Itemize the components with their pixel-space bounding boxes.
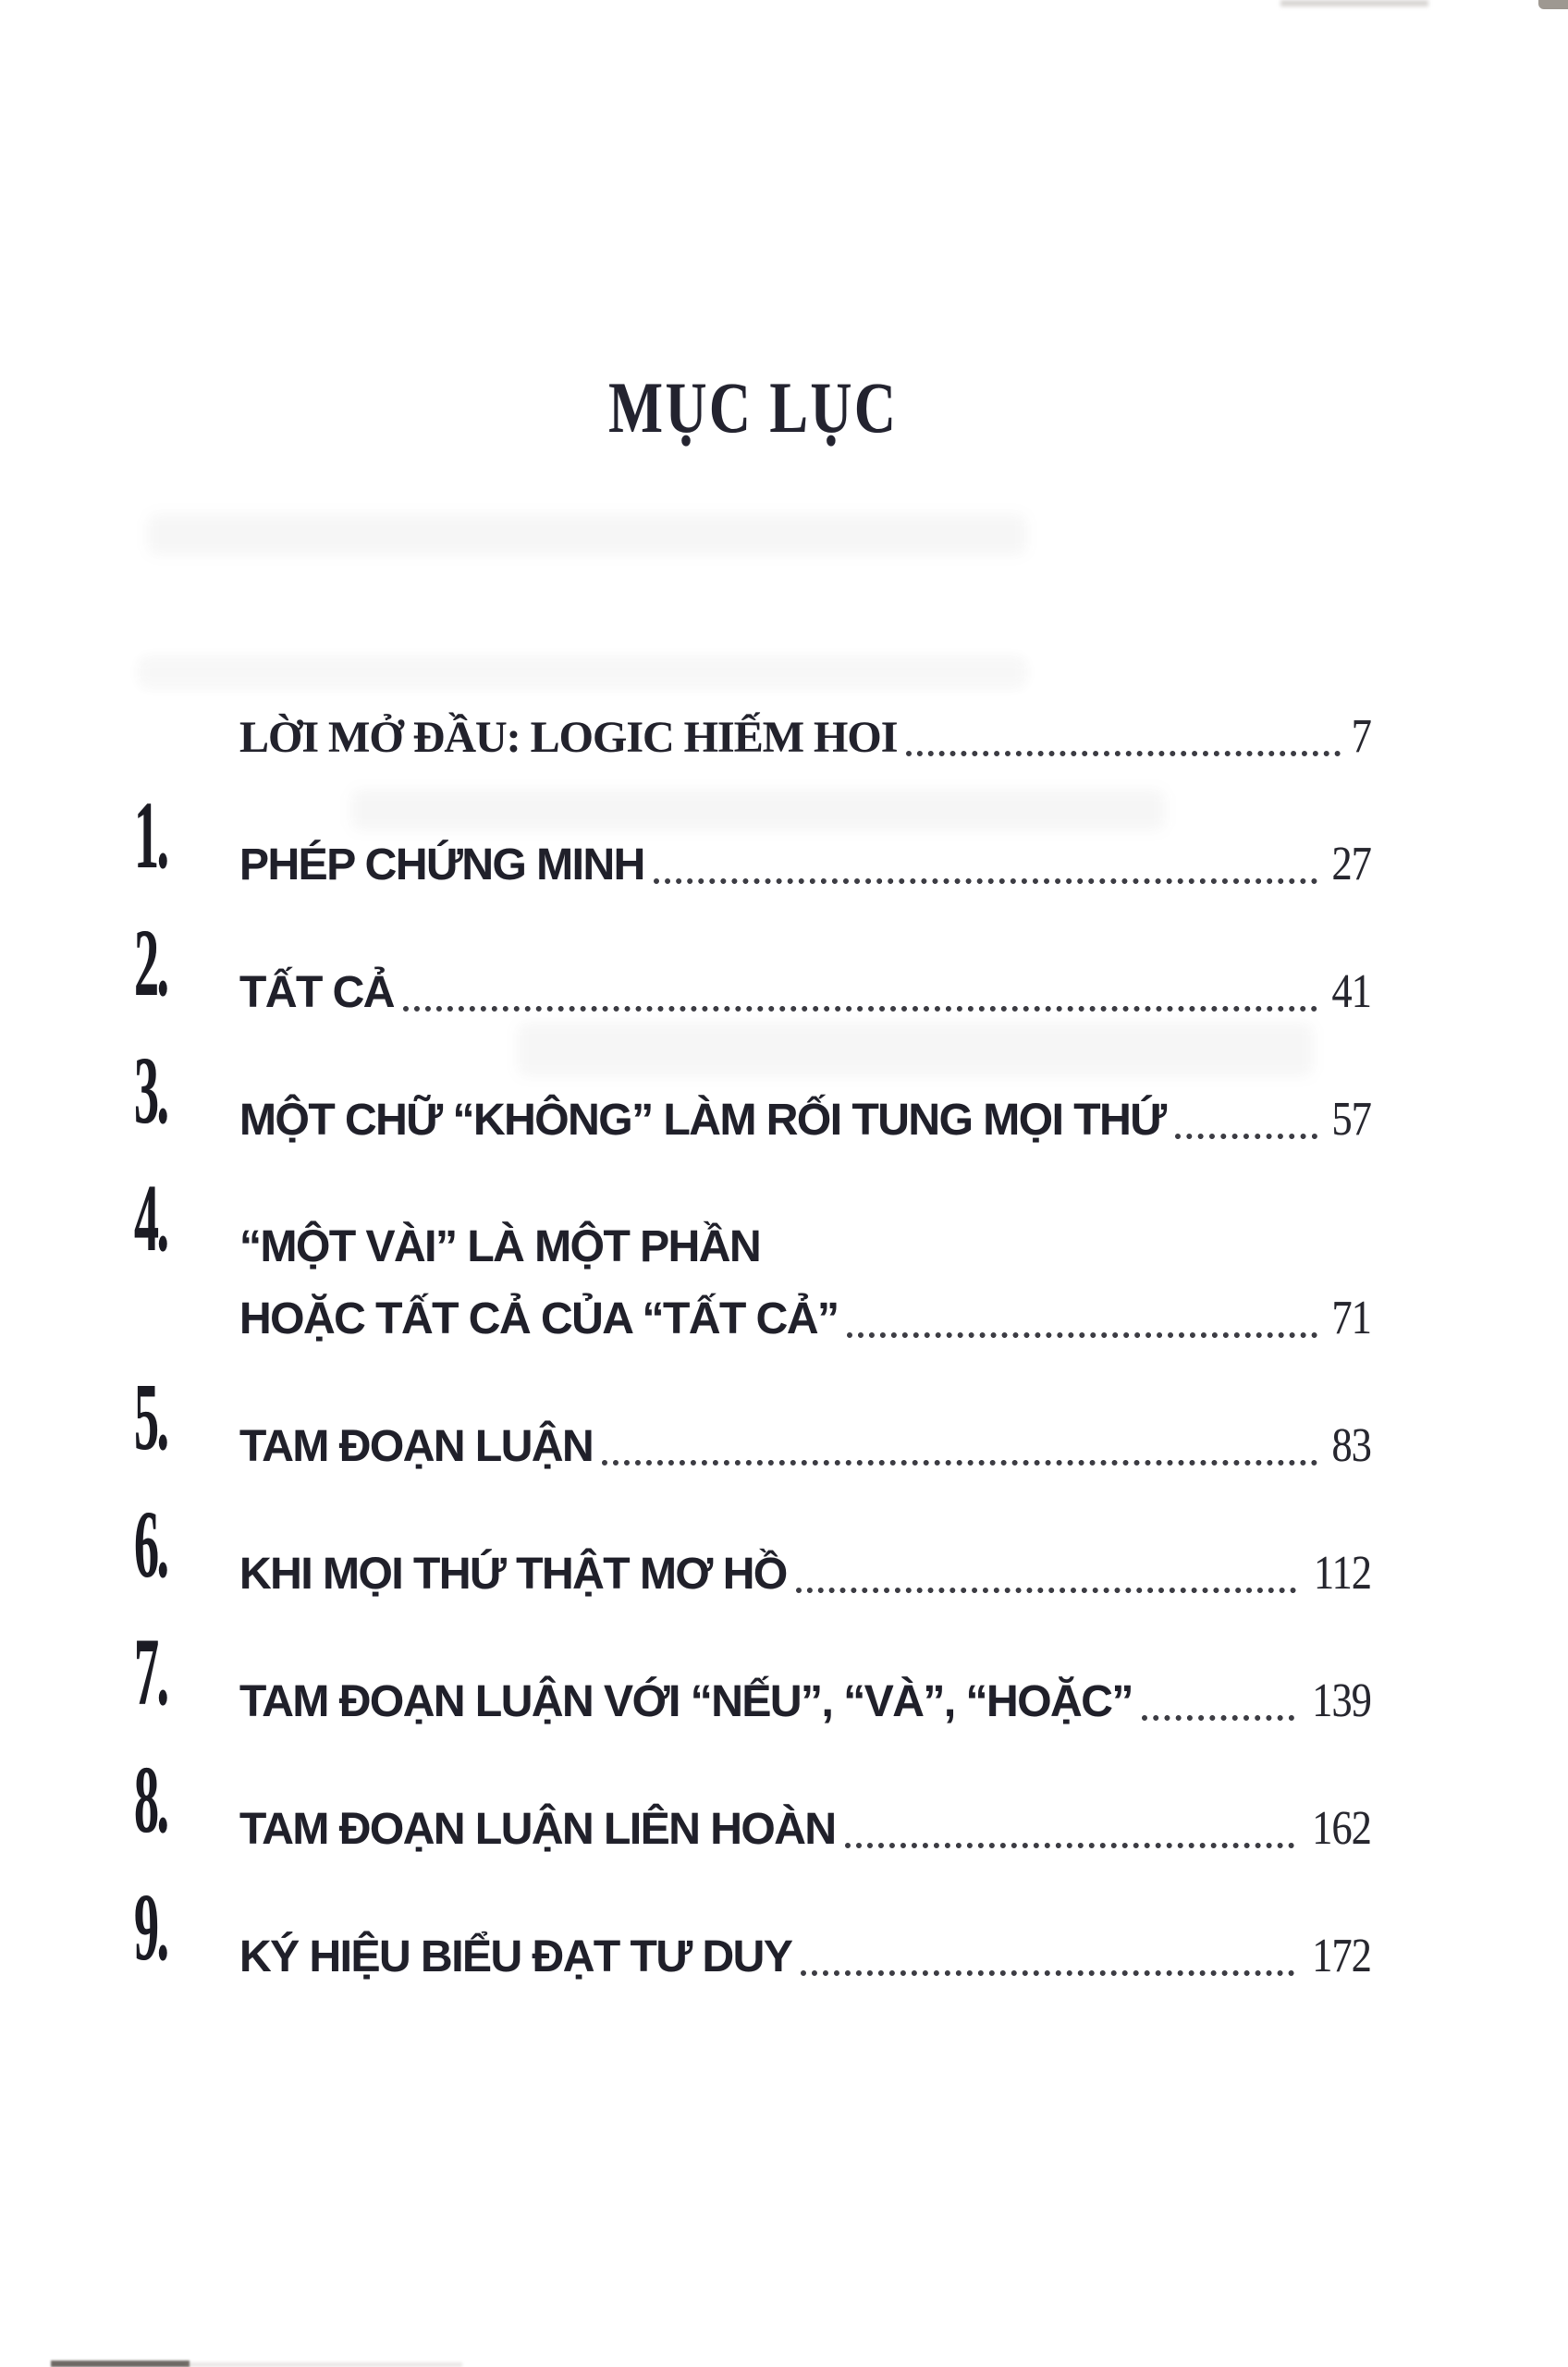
entry-body: [239, 1417, 1371, 1475]
page-title-text: MỤC LỤC: [608, 367, 899, 448]
dot-leader: [906, 751, 1341, 756]
page-number: [1325, 1290, 1371, 1347]
entry-line: [239, 708, 1371, 766]
page-number-text: 27: [1331, 838, 1371, 890]
page-number-text: 162: [1312, 1802, 1371, 1855]
toc-entry: [134, 1747, 1371, 1858]
entry-title: PHÉP CHỨNG MINH: [239, 840, 644, 889]
chapter-number: [134, 1874, 197, 1981]
bleed-through-ghost: [148, 514, 1026, 555]
page-number: [1348, 708, 1371, 766]
entry-title: MỘT CHỮ “KHÔNG” LÀM RỐI TUNG MỌI THỨ: [239, 1096, 1166, 1145]
chapter-number-text: 8.: [134, 1747, 167, 1853]
chapter-number: [134, 910, 197, 1016]
toc-list: [134, 708, 1371, 2055]
chapter-number: [134, 1619, 197, 1725]
chapter-number-text: 9.: [134, 1874, 167, 1981]
page-number: [1304, 1545, 1371, 1602]
entry-body: [239, 1219, 1371, 1347]
page-number: [1325, 1417, 1371, 1475]
chapter-number-text: 6.: [134, 1491, 167, 1598]
toc-entry: [134, 910, 1371, 1021]
entry-title: TAM ĐOẠN LUẬN LIÊN HOÀN: [239, 1805, 836, 1854]
dot-leader: [654, 878, 1317, 884]
chapter-number-text: 1.: [134, 782, 167, 889]
page-number-text: 112: [1313, 1547, 1371, 1600]
entry-title: “MỘT VÀI” LÀ MỘT PHẦN: [239, 1222, 761, 1271]
entry-line: [239, 963, 1371, 1021]
scan-smudge-top: [1280, 0, 1428, 6]
chapter-number: [134, 1747, 197, 1853]
chapter-number: [134, 1364, 197, 1470]
entry-title: KHI MỌI THỨ THẬT MƠ HỒ: [239, 1550, 787, 1599]
entry-body: [239, 708, 1371, 766]
entry-title: KÝ HIỆU BIỂU ĐẠT TƯ DUY: [239, 1932, 792, 1981]
page-title: [0, 368, 1507, 448]
dot-leader: [801, 1970, 1294, 1976]
dot-leader: [796, 1588, 1296, 1593]
page-number: [1325, 1091, 1371, 1148]
toc-entry: [134, 1165, 1371, 1347]
page-number-text: 172: [1312, 1930, 1371, 1982]
entry-line: [239, 1673, 1371, 1730]
page-number-text: 139: [1312, 1674, 1371, 1727]
dot-leader: [602, 1460, 1317, 1466]
page-number: [1302, 1673, 1371, 1730]
page-number-text: 57: [1331, 1093, 1371, 1146]
chapter-number-text: 2.: [134, 910, 167, 1016]
chapter-number: [134, 1037, 197, 1144]
entry-title: TAM ĐOẠN LUẬN: [239, 1422, 594, 1471]
chapter-number-text: 4.: [134, 1165, 167, 1271]
toc-entry: [134, 1619, 1371, 1730]
page-number-text: 71: [1331, 1292, 1371, 1344]
entry-body: [239, 963, 1371, 1021]
toc-entry: [134, 1364, 1371, 1475]
scan-corner-mark: [1538, 0, 1568, 9]
entry-title: HOẶC TẤT CẢ CỦA “TẤT CẢ”: [239, 1294, 839, 1343]
entry-title: TẤT CẢ: [239, 968, 394, 1017]
chapter-number-text: 7.: [134, 1619, 167, 1725]
dot-leader: [845, 1843, 1294, 1848]
entry-title: TAM ĐOẠN LUẬN VỚI “NẾU”, “VÀ”, “HOẶC”: [239, 1677, 1133, 1726]
page-number: [1302, 1928, 1371, 1985]
entry-title: LỜI MỞ ĐẦU: LOGIC HIẾM HOI: [239, 713, 898, 762]
entry-body: [239, 1091, 1371, 1148]
scan-strip-bottom: [51, 2361, 190, 2367]
chapter-number-text: 3.: [134, 1037, 167, 1144]
entry-body: [239, 1673, 1371, 1730]
entry-body: [239, 1928, 1371, 1985]
toc-entry: [134, 1491, 1371, 1602]
page-number: [1325, 963, 1371, 1021]
entry-line: [239, 836, 1371, 893]
dot-leader: [403, 1006, 1317, 1012]
page-number: [1302, 1800, 1371, 1858]
entry-body: [239, 1545, 1371, 1602]
dot-leader: [1175, 1134, 1317, 1139]
chapter-number: [134, 1491, 197, 1598]
entry-body: [239, 836, 1371, 893]
bleed-through-ghost: [139, 656, 1026, 688]
entry-line: [239, 1800, 1371, 1858]
entry-body: [239, 1800, 1371, 1858]
page-number: [1325, 836, 1371, 893]
chapter-number: [134, 782, 197, 889]
page-number-text: 41: [1331, 965, 1371, 1018]
scan-strip-bottom-faint: [185, 2362, 462, 2367]
page-number-text: 83: [1331, 1419, 1371, 1472]
chapter-number: [134, 1165, 197, 1271]
entry-line: [239, 1545, 1371, 1602]
chapter-number-text: 5.: [134, 1364, 167, 1470]
entry-line: [239, 1417, 1371, 1475]
entry-line: [239, 1290, 1371, 1347]
toc-entry: [134, 708, 1371, 766]
entry-line: [239, 1219, 1371, 1276]
dot-leader: [847, 1332, 1317, 1338]
toc-entry: [134, 1874, 1371, 1985]
entry-line: [239, 1091, 1371, 1148]
page-number-text: 7: [1351, 710, 1371, 763]
dot-leader: [1142, 1715, 1294, 1721]
entry-line: [239, 1928, 1371, 1985]
toc-entry: [134, 782, 1371, 893]
toc-entry: [134, 1037, 1371, 1148]
